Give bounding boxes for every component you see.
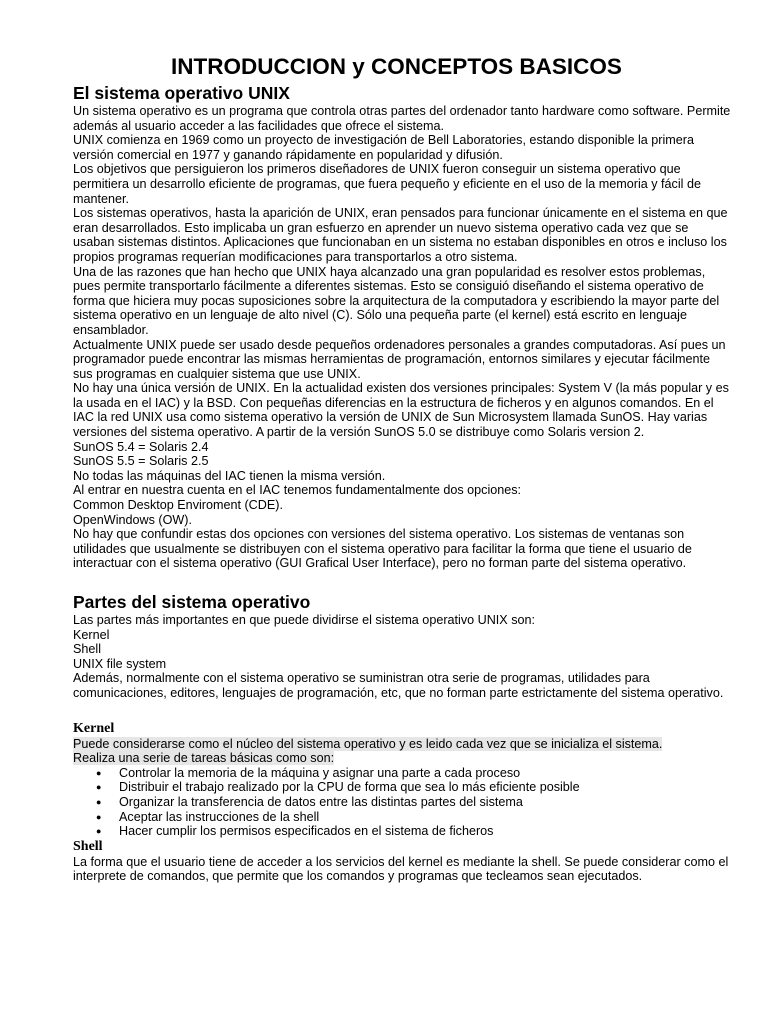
bullet-icon: ● [96,811,102,822]
highlighted-text: Puede considerarse como el núcleo del sistema operativo y es leido cada vez que se inicializa el sistema. [73,736,663,751]
section-unix [73,82,732,571]
paragraph: Al entrar en nuestra cuenta en el IAC tenemos fundamentalmente dos opciones: [73,483,522,498]
paragraph: No hay una única versión de UNIX. En la actualidad existen dos versiones principales: System V (la más popular y es la usada en el IAC) y la BSD. Con pequeñas diferencias en la estructura de ficheros y en algunos comandos. En el IAC la red UNIX usa como sistema operativo la versión de UNIX de Sun Microsystem llamada SunOS. Hay varias versiones del sistema operativo. A partir de la versión SunOS 5.0 se distribuye como Solaris version 2. [73,381,729,440]
section-shell [73,839,732,884]
paragraph: Una de las razones que han hecho que UNIX haya alcanzado una gran popularidad es resolver estos problemas, pues permite transportarlo fácilmente a diferentes sistemas. Esto se consiguió diseñando el sistema operativo de forma que hiciera muy pocas suposiciones sobre la arquitectura de la computadora y escribiendo la mayor parte del sistema operativo en un lenguaje de alto nivel (C). Sólo una pequeña parte (el kernel) está escrito en lenguaje ensamblador. [73,264,720,337]
list-item-text: Controlar la memoria de la máquina y asignar una parte a cada proceso [119,765,521,780]
section-heading-partes: Partes del sistema operativo [73,592,311,612]
list-item [96,780,732,795]
list-item [96,765,732,781]
list-item-text: Aceptar las instrucciones de la shell [119,809,320,824]
paragraph: Los objetivos que persiguieron los primeros diseñadores de UNIX fueron conseguir un sistema operativo que permitiera un desarrollo eficiente de programas, que fuera pequeño y eficiente en el uso de la memoria y fácil de mantener. [73,162,701,206]
paragraph: Common Desktop Enviroment (CDE). [73,498,283,513]
document-title: INTRODUCCION y CONCEPTOS BASICOS [171,54,622,79]
kernel-task-list [73,766,732,839]
paragraph: Kernel [73,627,110,642]
list-item-text: Hacer cumplir los permisos especificados en el sistema de ficheros [119,824,494,839]
paragraph: SunOS 5.5 = Solaris 2.5 [73,454,209,469]
paragraph: Además, normalmente con el sistema operativo se suministran otra serie de programas, utilidades para comunicaciones, editores, lenguajes de programación, etc, que no forman parte estrictamente del sistema operativo. [73,671,724,700]
paragraph: UNIX file system [73,656,167,671]
subheading-shell: Shell [73,838,103,854]
paragraph: SunOS 5.4 = Solaris 2.4 [73,439,209,454]
list-item-text: Distribuir el trabajo realizado por la CPU de forma que sea lo más eficiente posible [119,780,580,795]
bullet-icon: ● [96,796,102,807]
paragraph: Actualmente UNIX puede ser usado desde pequeños ordenadores personales a grandes computadoras. Así pues un programador puede encontrar las mismas herramientas de programación, entornos similares y ejecutar fácilmente sus programas en cualquier sistema que use UNIX. [73,337,726,381]
bullet-icon: ● [96,826,102,837]
list-item [96,809,732,825]
paragraph-highlighted [73,737,732,752]
paragraph: Shell [73,642,102,657]
section-kernel [73,721,732,839]
subheading-kernel: Kernel [73,720,115,736]
section-partes [73,591,732,701]
highlighted-text: Realiza una serie de tareas básicas como son: [73,751,335,766]
bullet-icon: ● [96,782,102,793]
list-item [96,824,732,839]
paragraph: La forma que el usuario tiene de acceder a los servicios del kernel es mediante la shell. Se puede considerar como el interprete de comandos, que permite que los comandos y programas que tecleamos sean ejecutados. [73,854,729,884]
paragraph: No hay que confundir estas dos opciones con versiones del sistema operativo. Los sistemas de ventanas son utilidades que usualmente se distribuyen con el sistema operativo para facilitar la forma que tiene el usuario de interactuar con el sistema operativo (GUI Grafical User Interface), pero no forman parte del sistema operativo. [73,527,692,571]
paragraph: Las partes más importantes en que puede dividirse el sistema operativo UNIX son: [73,613,536,627]
paragraph: OpenWindows (OW). [73,512,192,527]
paragraph: UNIX comienza en 1969 como un proyecto de investigación de Bell Laboratories, estando disponible la primera versión comercial en 1977 y ganando rápidamente en popularidad y difusión. [73,133,694,162]
paragraph: No todas las máquinas del IAC tienen la misma versión. [73,468,386,483]
bullet-icon: ● [96,767,102,778]
paragraph: Los sistemas operativos, hasta la aparición de UNIX, eran pensados para funcionar únicamente en el sistema en que eran desarrollados. Esto implicaba un gran esfuerzo en aprender un nuevo sistema operativo cada vez que se usaban sistemas distintos. Aplicaciones que funcionaban en un sistema no estaban disponibles en otros e incluso los propios programas requerían modificaciones para transportarlos a otro sistema. [73,206,728,264]
paragraph-highlighted [73,751,732,766]
list-item [96,794,732,810]
paragraph: Un sistema operativo es un programa que controla otras partes del ordenador tanto hardware como software. Permite además al usuario acceder a las facilidades que ofrece el sistema. [73,104,731,133]
section-heading-unix: El sistema operativo UNIX [73,83,290,103]
list-item-text: Organizar la transferencia de datos entre las distintas partes del sistema [119,794,523,809]
